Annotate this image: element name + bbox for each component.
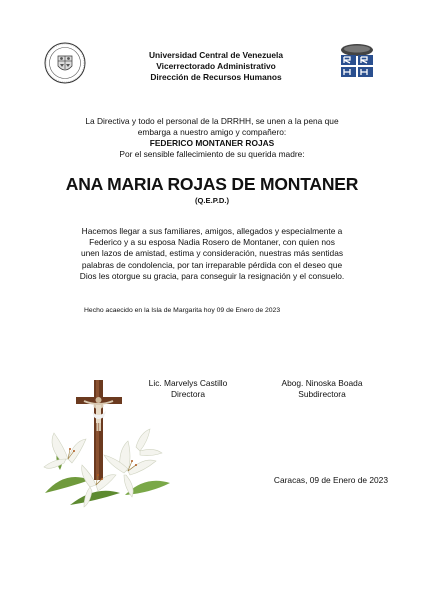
header-university: Universidad Central de Venezuela <box>148 50 284 60</box>
message-line-5: Dios les otorgue su gracia, para conseguir la resignación y el consuelo. <box>79 270 345 281</box>
signature-name: Abog. Ninoska Boada <box>281 378 363 388</box>
cross-with-lilies-image <box>40 375 180 515</box>
qepd-label: (Q.E.P.D.) <box>194 196 230 205</box>
message-line-1: Hacemos llegar a sus familiares, amigos, allegados y especialmente a <box>81 226 343 236</box>
message-line-2: Federico y a su esposa Nadia Rosero de Montaner, con quien nos <box>89 237 335 248</box>
place-date: Caracas, 09 de Enero de 2023 <box>273 475 388 485</box>
signature-title: Directora <box>171 389 205 399</box>
message-line-3: unen lazos de amistad, estima y consideración, nuestras más sentidas <box>80 248 344 259</box>
intro-line-4: Por el sensible fallecimiento de su querida madre: <box>119 149 305 159</box>
intro-paragraph <box>40 116 384 160</box>
signature-name: Lic. Marvelys Castillo <box>148 378 228 388</box>
event-note: Hecho acaecido en la Isla de Margarita hoy 09 de Enero de 2023 <box>84 307 281 314</box>
signature-subdirector <box>262 378 382 400</box>
university-seal-icon <box>44 42 86 84</box>
header-direccion: Dirección de Recursos Humanos <box>150 72 282 82</box>
deceased-name: ANA MARIA ROJAS DE MONTANER <box>65 174 359 194</box>
header-vicerrectorado: Vicerrectorado Administrativo <box>156 61 276 71</box>
colleague-name: FEDERICO MONTANER ROJAS <box>149 138 275 148</box>
message-line-4: palabras de condolencia, por tan irreparable pérdida con el deseo que <box>81 259 343 270</box>
drrhh-logo-icon <box>338 42 376 78</box>
signature-title: Subdirectora <box>298 389 346 399</box>
intro-line-2: embarga a nuestro amigo y compañero: <box>137 127 287 137</box>
condolence-message <box>40 226 384 282</box>
institution-header <box>100 50 332 83</box>
intro-line-1: La Directiva y todo el personal de la DRRHH, se unen a la pena que <box>85 116 339 126</box>
